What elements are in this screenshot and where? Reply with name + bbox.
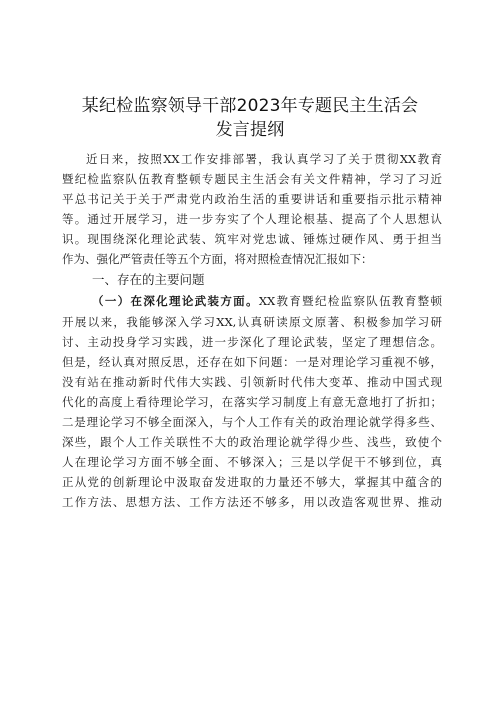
document-title-line1: 某纪检监察领导干部2023年专题民主生活会 — [81, 96, 419, 116]
intro-line: 近日来，按照XX工作安排部署，我认真学习了关于贯彻XX教育 — [86, 152, 442, 166]
body-line: 人在理论学习方面不够全面、不够深入；三是以学促干不够到位，真 — [62, 455, 442, 469]
body-line: 二是理论学习不够全面深入，与个人工作有关的政治理论就学得多些、 — [62, 415, 442, 429]
body-line: 代化的高度上看待理论学习，在落实学习制度上有意无意地打了折扣； — [62, 395, 442, 409]
subsection-first-line — [92, 293, 442, 309]
intro-line: 平总书记关于关于严肃党内政治生活的重要讲话和重要指示批示精神 — [62, 192, 442, 206]
body-line: 没有站在推动新时代伟大实践、引领新时代伟大变革、推动中国式现 — [62, 375, 442, 389]
body-line: 讨、主动投身学习实践，进一步深化了理论武装，坚定了理想信念。 — [62, 335, 442, 349]
document-title-line2: 发言提纲 — [215, 120, 285, 140]
body-line: 深些，跟个人工作关联性不大的政治理论就学得少些、浅些，致使个 — [62, 435, 442, 449]
subsection-heading: （一）在深化理论武装方面。 — [92, 294, 259, 308]
intro-line: 等。通过开展学习，进一步夯实了个人理论根基、提高了个人思想认 — [62, 212, 442, 226]
body-line: 工作方法、思想方法、工作方法还不够多，用以改造客观世界、推动 — [62, 495, 442, 509]
body-line: 开展以来，我能够深入学习XX,认真研读原文原著、积极参加学习研 — [62, 315, 442, 329]
intro-line: 暨纪检监察队伍教育整顿专题民主生活会有关文件精神，学习了习近 — [62, 172, 442, 186]
intro-line: 作为、强化严管责任等五个方面，将对照检查情况汇报如下： — [62, 252, 373, 266]
body-line: 但是，经认真对照反思，还存在如下问题：一是对理论学习重视不够， — [62, 355, 442, 369]
body-line: 正从党的创新理论中汲取奋发进取的力量还不够大，掌握其中蕴含的 — [62, 475, 442, 489]
subsection-first-line-text: XX教育暨纪检监察队伍教育整顿 — [258, 294, 442, 308]
section-heading: 一、存在的主要问题 — [92, 272, 205, 287]
intro-line: 识。现围绕深化理论武装、筑牢对党忠诚、锤炼过硬作风、勇于担当 — [62, 232, 442, 246]
